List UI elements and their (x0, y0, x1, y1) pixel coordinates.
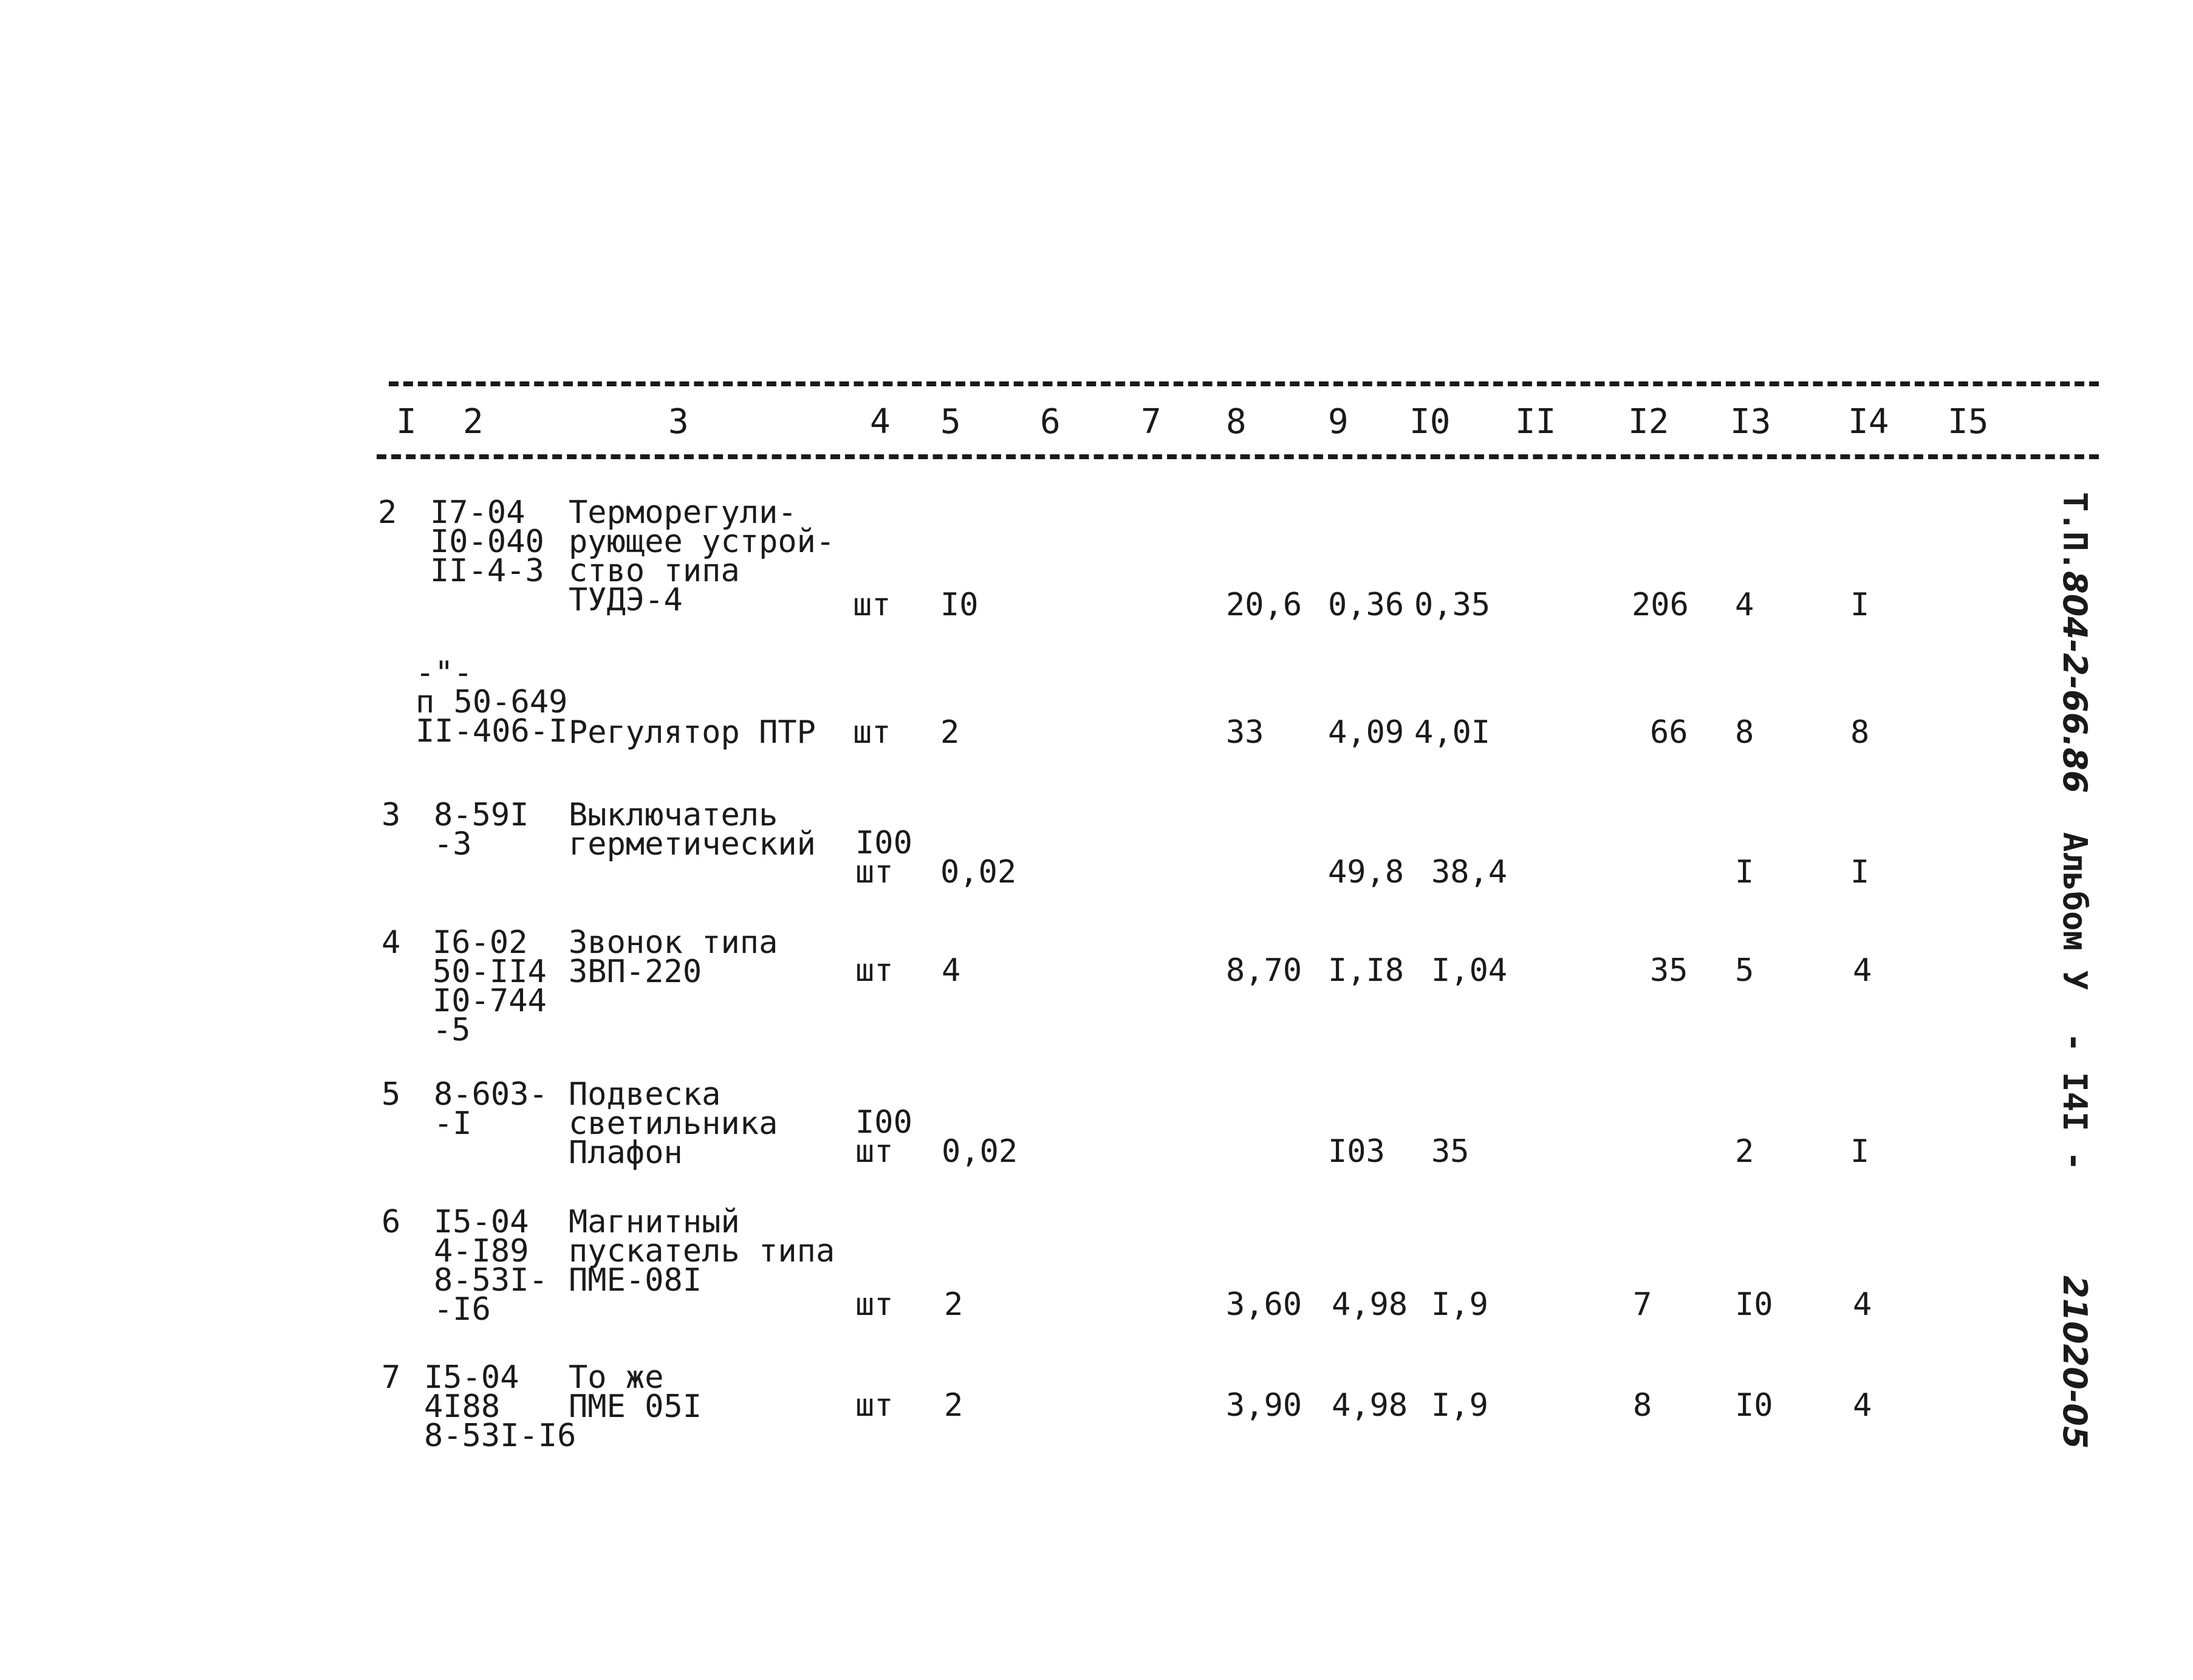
header-col-5: 5 (940, 402, 961, 442)
row-col13: I0 (1735, 1286, 1773, 1323)
row-col10: 4,0I (1414, 714, 1491, 751)
project-number: 804-2-66.86 (2056, 571, 2094, 793)
row-unit: шт (855, 1387, 894, 1424)
row-col14: 8 (1850, 714, 1870, 751)
row-col9: 4,98 (1332, 1286, 1408, 1323)
header-col-2: 2 (463, 402, 484, 442)
row-code: I7-04 I0-040 II-4-3 (430, 494, 544, 589)
row-col14: I (1850, 854, 1870, 890)
top-dashed-rule (389, 381, 2099, 386)
row-col13: 8 (1735, 714, 1754, 751)
row-col9: 49,8 (1328, 854, 1404, 890)
header-col-3: 3 (668, 402, 689, 442)
row-col9: I,I8 (1328, 952, 1404, 989)
row-number: 6 (381, 1204, 401, 1240)
row-name: Терморегули- рующее устрой- ство типа ТУДЭ-4 (569, 494, 835, 618)
row-name: Регулятор ПТР (569, 714, 816, 751)
row-name: Магнитный пускатель типа ПМЕ-08I (569, 1204, 835, 1299)
row-col5: I0 (940, 587, 979, 623)
row-number: 2 (378, 494, 397, 531)
row-code: -"- п 50-649 II-406-I (416, 655, 568, 750)
row-col5: 2 (944, 1286, 963, 1323)
row-col5: 0,02 (940, 854, 1017, 890)
row-col14: I (1850, 587, 1870, 623)
row-col8: 20,6 (1226, 587, 1302, 623)
row-name: Подвеска светильника Плафон (569, 1076, 778, 1171)
header-col-4: 4 (870, 402, 891, 442)
row-col8: 8,70 (1226, 952, 1302, 989)
row-col12: 66 (1650, 714, 1688, 751)
row-code: 8-603- -I (434, 1076, 548, 1142)
row-col8: 3,90 (1226, 1387, 1302, 1424)
album-label: Альбом У (2056, 832, 2094, 991)
row-code: 8-59I -3 (434, 797, 529, 862)
row-col5: 2 (944, 1387, 963, 1424)
row-col13: 2 (1735, 1133, 1754, 1170)
header-col-12: I2 (1628, 402, 1669, 442)
row-col10: 38,4 (1431, 854, 1508, 890)
row-code: I6-02 50-II4 I0-744 -5 (433, 924, 547, 1048)
header-col-6: 6 (1040, 402, 1061, 442)
row-unit: I00 шт (855, 825, 912, 890)
header-col-10: I0 (1409, 402, 1451, 442)
row-col14: I (1850, 1133, 1870, 1170)
header-col-14: I4 (1848, 402, 1889, 442)
document-code: 21020-05 (2056, 1275, 2094, 1449)
project-label: Т.П. (2056, 492, 2094, 572)
row-col10: I,9 (1431, 1286, 1488, 1323)
row-col9: 4,98 (1332, 1387, 1408, 1424)
row-col13: 5 (1735, 952, 1754, 989)
row-col12: 8 (1633, 1387, 1652, 1424)
row-col13: I0 (1735, 1387, 1773, 1424)
header-col-15: I5 (1948, 402, 1989, 442)
header-col-7: 7 (1141, 402, 1162, 442)
row-col13: I (1735, 854, 1754, 890)
row-col8: 33 (1226, 714, 1264, 751)
row-unit: шт (855, 952, 894, 989)
row-col14: 4 (1853, 1286, 1872, 1323)
row-col5: 0,02 (942, 1133, 1018, 1170)
row-col9: 4,09 (1328, 714, 1404, 751)
row-col12: 7 (1633, 1286, 1652, 1323)
row-col10: 35 (1431, 1133, 1469, 1170)
row-number: 5 (381, 1076, 401, 1113)
header-col-13: I3 (1730, 402, 1771, 442)
header-col-8: 8 (1226, 402, 1247, 442)
row-unit: шт (855, 1286, 894, 1323)
row-col5: 4 (942, 952, 961, 989)
row-name: То же ПМЕ 05I (569, 1359, 702, 1425)
row-unit: шт (853, 714, 891, 751)
row-code: I5-04 4-I89 8-53I- -I6 (434, 1204, 548, 1328)
row-col12: 206 (1632, 587, 1689, 623)
header-col-9: 9 (1328, 402, 1349, 442)
row-col10: I,04 (1431, 952, 1508, 989)
row-col10: I,9 (1431, 1387, 1488, 1424)
side-stamp (2026, 486, 2111, 1476)
row-code: I5-04 4I88 8-53I-I6 (424, 1359, 576, 1454)
row-col13: 4 (1735, 587, 1754, 623)
page-number: - I4I - (2056, 1033, 2094, 1171)
header-col-1: I (396, 402, 417, 442)
row-number: 4 (381, 924, 401, 961)
row-col9: I03 (1328, 1133, 1385, 1170)
row-col12: 35 (1650, 952, 1688, 989)
row-col10: 0,35 (1414, 587, 1491, 623)
header-bottom-dashed-rule (377, 454, 2099, 459)
row-col14: 4 (1853, 1387, 1872, 1424)
header-col-11: II (1515, 402, 1556, 442)
row-col9: 0,36 (1328, 587, 1404, 623)
row-number: 3 (381, 797, 401, 833)
row-number: 7 (381, 1359, 401, 1396)
row-name: Звонок типа ЗВП-220 (569, 924, 778, 990)
row-unit: шт (853, 587, 891, 623)
row-col8: 3,60 (1226, 1286, 1302, 1323)
row-col5: 2 (940, 714, 960, 751)
row-col14: 4 (1853, 952, 1872, 989)
row-name: Выключатель герметический (569, 797, 816, 862)
row-unit: I00 шт (855, 1104, 912, 1170)
